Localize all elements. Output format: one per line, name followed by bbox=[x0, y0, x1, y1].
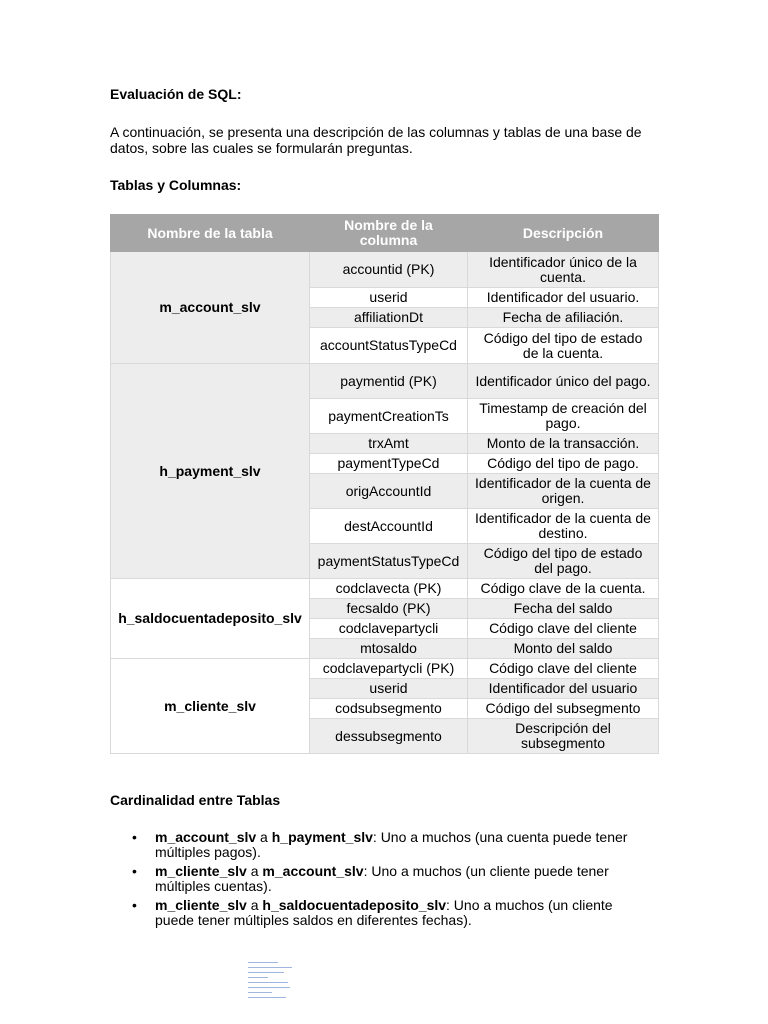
joiner: a bbox=[246, 863, 263, 879]
description-cell: Identificador del usuario. bbox=[468, 288, 659, 308]
page-title: Evaluación de SQL: bbox=[110, 86, 242, 102]
column-cell: origAccountId bbox=[310, 474, 468, 509]
bullet-icon: • bbox=[132, 897, 137, 913]
description-cell: Código del tipo de pago. bbox=[468, 454, 659, 474]
column-cell: accountStatusTypeCd bbox=[310, 328, 468, 364]
table-ref: h_saldocuentadeposito_slv bbox=[262, 897, 447, 913]
column-cell: userid bbox=[310, 288, 468, 308]
cardinality-list bbox=[110, 830, 650, 932]
table-ref: m_account_slv bbox=[155, 829, 257, 845]
table-name-cell: h_saldocuentadeposito_slv bbox=[111, 579, 310, 659]
column-cell: codclavepartycli bbox=[310, 619, 468, 639]
description-cell: Descripción del subsegmento bbox=[468, 719, 659, 754]
description-cell: Identificador único de la cuenta. bbox=[468, 252, 659, 288]
column-cell: mtosaldo bbox=[310, 639, 468, 659]
table-ref: m_cliente_slv bbox=[155, 897, 247, 913]
column-cell: accountid (PK) bbox=[310, 252, 468, 288]
description-cell: Identificador único del pago. bbox=[468, 364, 659, 399]
column-cell: paymentTypeCd bbox=[310, 454, 468, 474]
table-ref: m_account_slv bbox=[262, 863, 364, 879]
column-cell: dessubsegmento bbox=[310, 719, 468, 754]
description-cell: Código del tipo de estado del pago. bbox=[468, 544, 659, 579]
column-cell: paymentStatusTypeCd bbox=[310, 544, 468, 579]
description-cell: Código del subsegmento bbox=[468, 699, 659, 719]
tables-heading: Tablas y Columnas: bbox=[110, 177, 242, 193]
table-name-cell: m_cliente_slv bbox=[111, 659, 310, 754]
description-cell: Código clave del cliente bbox=[468, 619, 659, 639]
list-item bbox=[110, 830, 650, 860]
schema-table bbox=[110, 214, 659, 754]
description-cell: Identificador de la cuenta de origen. bbox=[468, 474, 659, 509]
cardinality-heading: Cardinalidad entre Tablas bbox=[110, 792, 281, 808]
table-row bbox=[111, 252, 659, 288]
table-ref: h_payment_slv bbox=[271, 829, 373, 845]
description-cell: Identificador de la cuenta de destino. bbox=[468, 509, 659, 544]
column-cell: trxAmt bbox=[310, 434, 468, 454]
relation-text: : Uno a muchos (un cliente puede tener múltiples saldos en diferentes fechas). bbox=[155, 897, 613, 928]
header-column-name: Nombre de la columna bbox=[310, 215, 468, 252]
bullet-icon: • bbox=[132, 829, 137, 845]
header-table-name: Nombre de la tabla bbox=[111, 215, 310, 252]
description-cell: Código del tipo de estado de la cuenta. bbox=[468, 328, 659, 364]
description-cell: Fecha del saldo bbox=[468, 599, 659, 619]
description-cell: Código clave de la cuenta. bbox=[468, 579, 659, 599]
column-cell: affiliationDt bbox=[310, 308, 468, 328]
table-row bbox=[111, 364, 659, 399]
bullet-icon: • bbox=[132, 863, 137, 879]
description-cell: Fecha de afiliación. bbox=[468, 308, 659, 328]
relation-text: : Uno a muchos (una cuenta puede tener múltiples pagos). bbox=[155, 829, 628, 860]
table-header-row bbox=[111, 215, 659, 252]
description-cell: Timestamp de creación del pago. bbox=[468, 399, 659, 434]
table-row bbox=[111, 659, 659, 679]
description-cell: Monto del saldo bbox=[468, 639, 659, 659]
column-cell: destAccountId bbox=[310, 509, 468, 544]
table-name-cell: m_account_slv bbox=[111, 252, 310, 364]
column-cell: paymentid (PK) bbox=[310, 364, 468, 399]
tiny-text-artifact bbox=[248, 962, 294, 1002]
description-cell: Monto de la transacción. bbox=[468, 434, 659, 454]
list-item bbox=[110, 898, 650, 928]
list-item bbox=[110, 864, 650, 894]
description-cell: Código clave del cliente bbox=[468, 659, 659, 679]
relation-text: : Uno a muchos (un cliente puede tener múltiples cuentas). bbox=[155, 863, 609, 894]
column-cell: fecsaldo (PK) bbox=[310, 599, 468, 619]
column-cell: userid bbox=[310, 679, 468, 699]
column-cell: paymentCreationTs bbox=[310, 399, 468, 434]
table-name-cell: h_payment_slv bbox=[111, 364, 310, 579]
table-ref: m_cliente_slv bbox=[155, 863, 247, 879]
column-cell: codclavepartycli (PK) bbox=[310, 659, 468, 679]
joiner: a bbox=[246, 897, 263, 913]
column-cell: codsubsegmento bbox=[310, 699, 468, 719]
header-description: Descripción bbox=[468, 215, 659, 252]
description-cell: Identificador del usuario bbox=[468, 679, 659, 699]
joiner: a bbox=[256, 829, 272, 845]
intro-paragraph: A continuación, se presenta una descripción de las columnas y tablas de una base de datos, sobre las cuales se formularán preguntas. bbox=[110, 124, 642, 156]
column-cell: codclavecta (PK) bbox=[310, 579, 468, 599]
table-row bbox=[111, 579, 659, 599]
